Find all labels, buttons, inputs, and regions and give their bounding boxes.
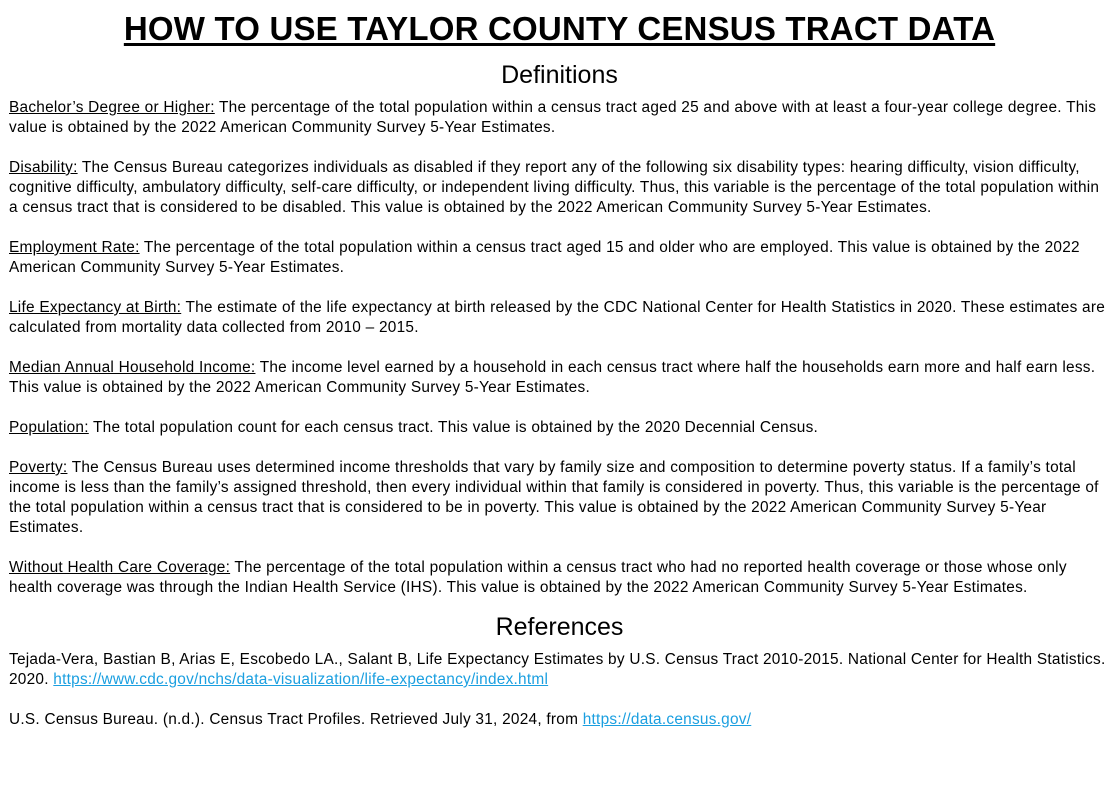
reference-item [9, 710, 1110, 730]
definition-item [9, 98, 1110, 138]
definitions-list [9, 98, 1110, 598]
definition-item [9, 158, 1110, 218]
definition-text: The income level earned by a household in each census tract where half the households earn more and half earn less. This value is obtained by the 2022 American Community Survey 5-Year Estimates. [9, 359, 1096, 396]
definition-term: Employment Rate: [9, 239, 140, 256]
page-title: HOW TO USE TAYLOR COUNTY CENSUS TRACT DATA [123, 10, 996, 47]
reference-link[interactable]: https://data.census.gov/ [582, 711, 752, 728]
reference-item [9, 650, 1110, 690]
definition-term: Disability: [9, 159, 78, 176]
definition-item [9, 458, 1110, 538]
reference-link[interactable]: https://www.cdc.gov/nchs/data-visualization/life-expectancy/index.html [53, 671, 549, 688]
definition-term: Population: [9, 419, 89, 436]
definition-item [9, 558, 1110, 598]
definition-text: The percentage of the total population within a census tract aged 25 and above with at least a four-year college degree. This value is obtained by the 2022 American Community Survey 5-Year Estimates. [9, 99, 1097, 136]
definition-term: Life Expectancy at Birth: [9, 299, 182, 316]
definition-term: Median Annual Household Income: [9, 359, 256, 376]
definition-text: The percentage of the total population within a census tract aged 15 and older who are employed. This value is obtained by the 2022 American Community Survey 5-Year Estimates. [9, 239, 1080, 276]
reference-text: U.S. Census Bureau. (n.d.). Census Tract Profiles. Retrieved July 31, 2024, from [9, 711, 583, 728]
definition-term: Poverty: [9, 459, 68, 476]
definition-text: The Census Bureau categorizes individuals as disabled if they report any of the following six disability types: hearing difficulty, vision difficulty, cognitive difficulty, ambulatory difficulty, self-care difficulty, or independent living difficulty. Thus, this variable is the percentage of the total population within a census tract that is considered to be disabled. This value is obtained by the 2022 American Community Survey 5-Year Estimates. [9, 159, 1100, 216]
definition-item [9, 238, 1110, 278]
definition-term: Bachelor’s Degree or Higher: [9, 99, 215, 116]
references-heading: References [495, 613, 624, 641]
definition-text: The total population count for each census tract. This value is obtained by the 2020 Decennial Census. [88, 419, 819, 436]
definition-text: The Census Bureau uses determined income thresholds that vary by family size and composition to determine poverty status. If a family’s total income is less than the family’s assigned threshold, then every individual within that family is considered in poverty. Thus, this variable is the percentage of the total population within a census tract that is considered to be in poverty. This value is obtained by the 2022 American Community Survey 5-Year Estimates. [9, 459, 1099, 536]
reference-text: Tejada-Vera, Bastian B, Arias E, Escobedo LA., Salant B, Life Expectancy Estimates by U.S. Census Tract 2010-2015. National Center for Health Statistics. 2020. [9, 651, 1106, 688]
definitions-heading: Definitions [501, 61, 618, 89]
references-list [9, 650, 1110, 730]
definition-item [9, 418, 1110, 438]
definition-text: The percentage of the total population within a census tract who had no reported health coverage or those whose only health coverage was through the Indian Health Service (IHS). This value is obtained by the 2022 American Community Survey 5-Year Estimates. [9, 559, 1067, 596]
definition-text: The estimate of the life expectancy at birth released by the CDC National Center for Health Statistics in 2020. These estimates are calculated from mortality data collected from 2010 – 2015. [9, 299, 1106, 336]
definition-item [9, 298, 1110, 338]
definition-item [9, 358, 1110, 398]
definition-term: Without Health Care Coverage: [9, 559, 231, 576]
